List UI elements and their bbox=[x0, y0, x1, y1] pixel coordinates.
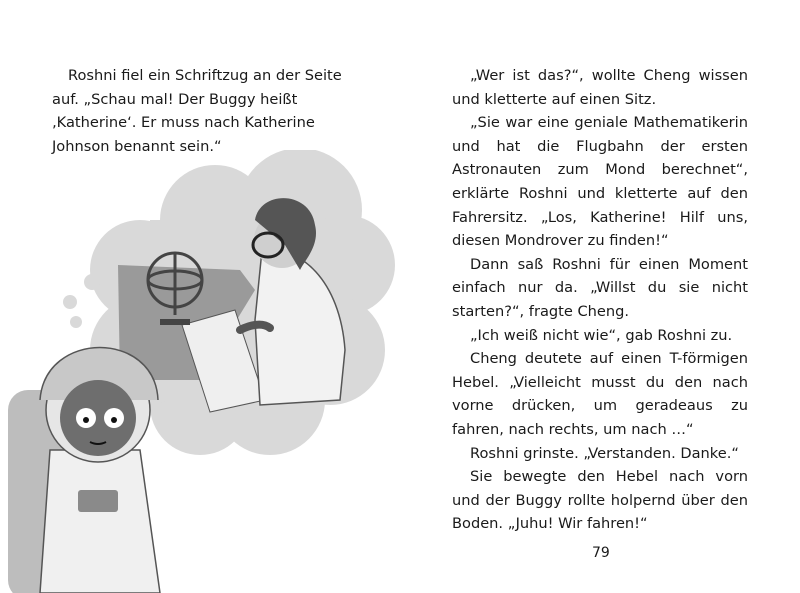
right-paragraph-3: Dann saß Roshni für einen Moment einfach nur da. „Willst du sie nicht starten?“, fragte Cheng. bbox=[452, 255, 748, 320]
right-paragraph-2: „Sie war eine geniale Mathematikerin und hat die Flugbahn der ersten Astronauten zum Mond berechnet“, erklärte Roshni und kletterte auf den Fahrersitz. „Los, Katherine! Hilf uns, diesen Mondrover zu finden!“ bbox=[452, 114, 748, 250]
right-paragraph-4: „Ich weiß nicht wie“, gab Roshni zu. bbox=[470, 326, 733, 344]
right-paragraph-1: „Wer ist das?“, wollte Cheng wissen und kletterte auf einen Sitz. bbox=[452, 67, 748, 108]
right-paragraph-7: Sie bewegte den Hebel nach vorn und der Buggy rollte holpernd über den Boden. „Juhu! Wir fahren!“ bbox=[452, 468, 748, 533]
left-paragraph-1: Roshni fiel ein Schriftzug an der Seite auf. „Schau mal! Der Buggy heißt ‚Katherine‘. Er muss nach Katherine Johnson benannt sein.“ bbox=[52, 67, 342, 155]
right-page-text bbox=[452, 64, 748, 536]
right-paragraph-5: Cheng deutete auf einen T-förmigen Hebel. „Vielleicht musst du den nach vorne drücken, um geradeaus zu fahren, nach rechts, um nach …“ bbox=[452, 350, 748, 438]
right-paragraph-6: Roshni grinste. „Verstanden. Danke.“ bbox=[470, 444, 739, 462]
astronaut-girl-icon bbox=[8, 348, 160, 593]
page-number: 79 bbox=[592, 545, 610, 561]
illustration bbox=[0, 150, 400, 593]
left-page-text bbox=[52, 64, 372, 158]
thought-dots-icon bbox=[63, 274, 100, 328]
